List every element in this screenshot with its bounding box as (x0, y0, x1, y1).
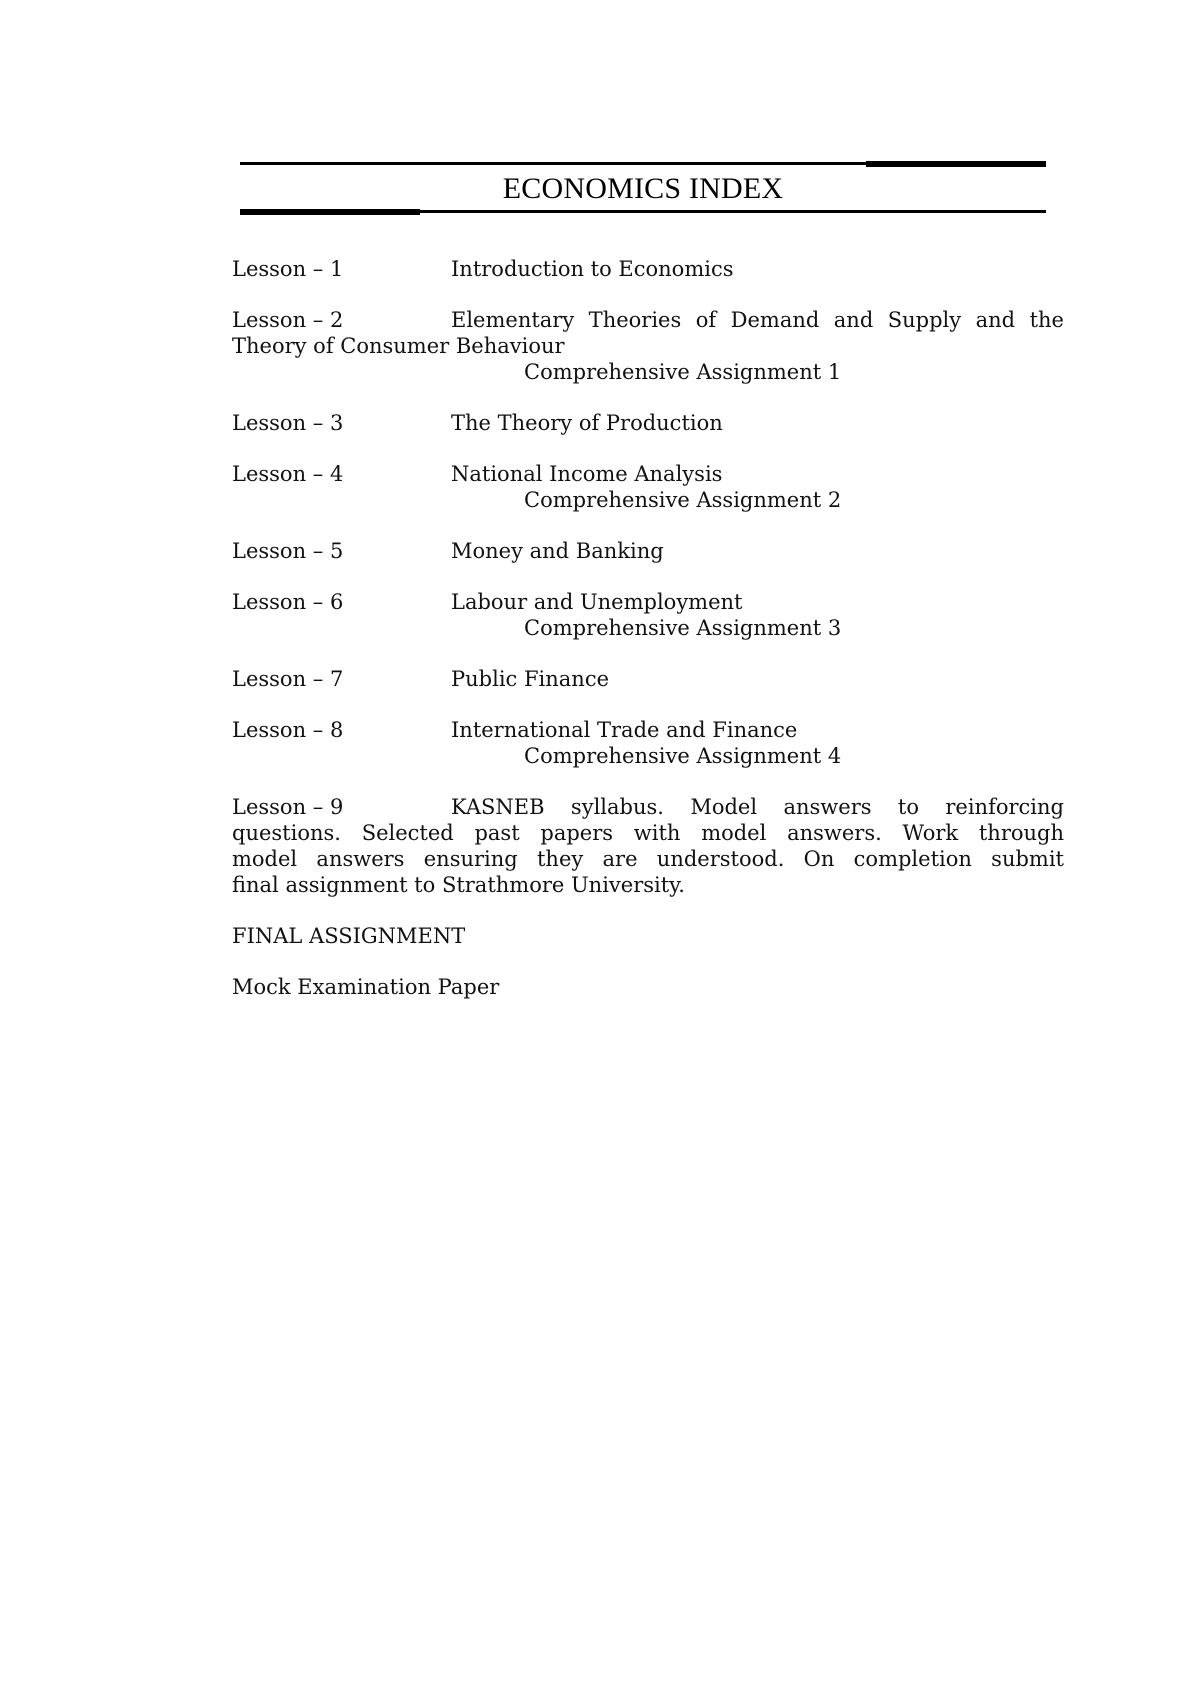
lesson-entry-2 (232, 307, 1064, 385)
lesson-label: Lesson – 2 (232, 308, 344, 332)
lesson-title-continuation: Theory of Consumer Behaviour (232, 334, 565, 358)
header-rule-bottom-accent (240, 209, 420, 215)
lesson-description-line-1: KASNEB syllabus. Model answers to reinforcing (451, 795, 1064, 819)
lesson-title: Money and Banking (451, 539, 664, 563)
lesson-entry-7 (232, 666, 1064, 692)
lesson-label: Lesson – 1 (232, 257, 344, 281)
lesson-description-line-4: final assignment to Strathmore University. (232, 873, 685, 897)
assignment-label: Comprehensive Assignment 4 (524, 744, 842, 768)
lesson-title: Public Finance (451, 667, 610, 691)
lesson-title: Elementary Theories of Demand and Supply and the (451, 308, 1064, 332)
lesson-entry-6 (232, 589, 1064, 641)
mock-exam-heading: Mock Examination Paper (232, 975, 500, 999)
lesson-title: National Income Analysis (451, 462, 723, 486)
lesson-label: Lesson – 4 (232, 462, 344, 486)
lesson-title: The Theory of Production (451, 411, 723, 435)
lesson-entry-8 (232, 717, 1064, 769)
final-assignment-heading: FINAL ASSIGNMENT (232, 924, 466, 948)
assignment-label: Comprehensive Assignment 3 (524, 616, 842, 640)
lesson-description-line-3: model answers ensuring they are understood. On completion submit (232, 847, 1064, 871)
lesson-label: Lesson – 3 (232, 411, 344, 435)
lesson-label: Lesson – 8 (232, 718, 344, 742)
lesson-label: Lesson – 7 (232, 667, 344, 691)
assignment-label: Comprehensive Assignment 2 (524, 488, 842, 512)
lesson-entry-1 (232, 256, 1064, 282)
lesson-entry-4 (232, 461, 1064, 513)
lesson-title: Introduction to Economics (451, 257, 734, 281)
assignment-label: Comprehensive Assignment 1 (524, 360, 842, 384)
page-title: ECONOMICS INDEX (502, 172, 784, 205)
lesson-label: Lesson – 5 (232, 539, 344, 563)
lesson-entry-3 (232, 410, 1064, 436)
header-rule-top-accent (866, 161, 1046, 167)
lesson-label: Lesson – 6 (232, 590, 344, 614)
index-list (232, 256, 1064, 1025)
lesson-title: Labour and Unemployment (451, 590, 743, 614)
lesson-label: Lesson – 9 (232, 795, 344, 819)
lesson-entry-5 (232, 538, 1064, 564)
lesson-description-line-2: questions. Selected past papers with model answers. Work through (232, 821, 1064, 845)
lesson-title: International Trade and Finance (451, 718, 798, 742)
lesson-entry-9 (232, 794, 1064, 898)
